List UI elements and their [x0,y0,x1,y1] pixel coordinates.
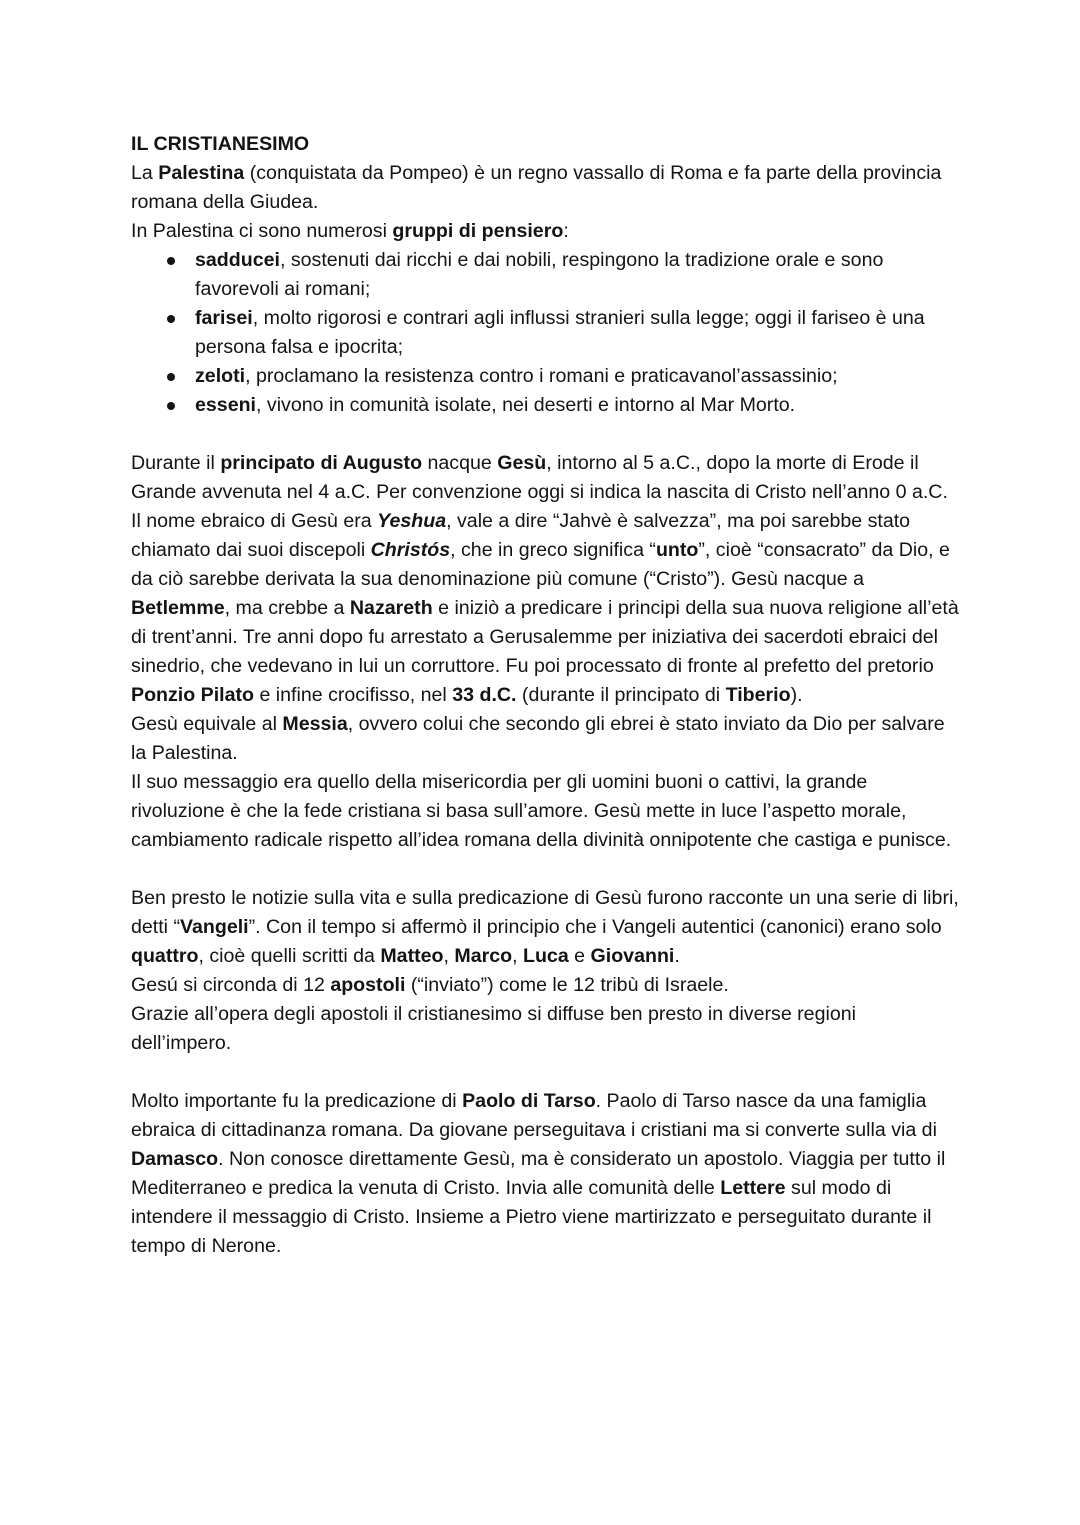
list-item [131,362,961,391]
emphasized-text: Matteo [380,945,444,967]
text-run: ”. Con il tempo si affermò il principio che i Vangeli autentici (canonici) erano solo [248,916,942,938]
text-run: (durante il principato di [516,684,726,706]
text-run: Il suo messaggio era quello della misericordia per gli uomini buoni o cattivi, la grande rivoluzione è che la fede cristiana si basa sull’amore. Gesù mette in luce l’aspetto morale, cambiamento radicale rispetto all’idea romana della divinità onnipotente che castiga e punisce. [131,771,952,851]
emphasized-text: Christós [370,539,451,561]
group-name: esseni [195,394,257,416]
emphasized-text: Luca [523,945,569,967]
text-run: Ben presto le notizie sulla vita e sulla predicazione di Gesù furono racconte un una serie di libri, detti “ [131,887,959,938]
bullet-icon [167,373,175,381]
thought-groups-list [131,246,961,420]
text-run: e infine crocifisso, nel [254,684,453,706]
text-run: . Non conosce direttamente Gesù, ma è considerato un apostolo. Viaggia per tutto il Mediterraneo e predica la venuta di Cristo. Invia alle comunità delle [131,1148,946,1199]
text-run: nacque [422,452,498,474]
list-item [131,391,961,420]
text-run: (“inviato”) come le 12 tribù di Israele. [405,974,729,996]
message-paragraph [131,768,961,855]
text-run: La [131,162,159,184]
emphasized-text: gruppi di pensiero [392,220,564,242]
text-run: In Palestina ci sono numerosi [131,220,393,242]
emphasized-text: Messia [282,713,348,735]
text-run: , ovvero colui che secondo gli ebrei è stato inviato da Dio per salvare la Palestina. [131,713,945,764]
text-run: Grazie all’opera degli apostoli il cristianesimo si diffuse ben presto in diverse regioni dell’impero. [131,1003,856,1054]
group-name: zeloti [195,365,246,387]
text-run: (conquistata da Pompeo) è un regno vassallo di Roma e fa parte della provincia romana della Giudea. [131,162,942,213]
text-run: . Paolo di Tarso nasce da una famiglia ebraica di cittadinanza romana. Da giovane perseguitava i cristiani ma si converte sulla via di [131,1090,937,1141]
emphasized-text: Palestina [158,162,245,184]
emphasized-text: Ponzio Pilato [131,684,255,706]
group-description: , molto rigorosi e contrari agli influssi stranieri sulla legge; oggi il fariseo è una persona falsa e ipocrita; [195,307,925,358]
emphasized-text: Tiberio [725,684,791,706]
bullet-icon [167,402,175,410]
emphasized-text: Yeshua [377,510,447,532]
text-run: , vale a dire “Jahvè è salvezza”, ma poi sarebbe stato chiamato dai suoi discepoli [131,510,911,561]
emphasized-text: unto [655,539,699,561]
emphasized-text: Marco [454,945,513,967]
emphasized-text: apostoli [330,974,406,996]
text-run: , ma crebbe a [224,597,350,619]
group-name: sadducei [195,249,280,271]
text-run: , intorno al 5 a.C., dopo la morte di Erode il Grande avvenuta nel 4 a.C. Per convenzione oggi si indica la nascita di Cristo nell’anno 0 a.C. [131,452,948,503]
text-run: , cioè quelli scritti da [198,945,381,967]
text-run: Il nome ebraico di Gesù era [131,510,378,532]
emphasized-text: Paolo di Tarso [462,1090,596,1112]
emphasized-text: Vangeli [180,916,249,938]
emphasized-text: 33 d.C. [452,684,517,706]
group-description: , sostenuti dai ricchi e dai nobili, respingono la tradizione orale e sono favorevoli ai romani; [195,249,884,300]
paul-paragraph [131,1087,961,1261]
text-run: ”, cioè “consacrato” da Dio, e da ciò sarebbe derivata la sua denominazione più comune (“Cristo”). Gesù nacque a [131,539,950,590]
text-run: Gesú si circonda di 12 [131,974,331,996]
text-run: e iniziò a predicare i principi della sua nuova religione all’età di trent’anni. Tre anni dopo fu arrestato a Gerusalemme per iniziativa dei sacerdoti ebraici del sinedrio, che vedevano in lui un corruttore. Fu poi processato di fronte al prefetto del pretorio [131,597,959,677]
group-description: , vivono in comunità isolate, nei deserti e intorno al Mar Morto. [256,394,796,416]
text-run: Durante il [131,452,221,474]
intro-paragraph [131,159,961,217]
text-run: sul modo di intendere il messaggio di Cristo. Insieme a Pietro viene martirizzato e perseguitato durante il tempo di Nerone. [131,1177,932,1257]
messiah-paragraph [131,710,961,768]
text-run: : [563,220,569,242]
text-run: , che in greco significa “ [450,539,656,561]
text-run: . [674,945,680,967]
list-item [131,246,961,304]
apostles-paragraph [131,971,961,1000]
emphasized-text: Damasco [131,1148,219,1170]
groups-intro-paragraph [131,217,961,246]
paragraph-spacer [131,855,961,884]
list-item [131,304,961,362]
emphasized-text: Giovanni [590,945,675,967]
group-description: , proclamano la resistenza contro i romani e praticavanol’assassinio; [245,365,838,387]
text-run: , [512,945,523,967]
gospels-paragraph [131,884,961,971]
emphasized-text: principato di Augusto [220,452,423,474]
group-name: farisei [195,307,253,329]
document-page [131,130,961,1261]
text-run: Gesù equivale al [131,713,283,735]
emphasized-text: quattro [131,945,199,967]
bullet-icon [167,315,175,323]
paragraph-spacer [131,1058,961,1087]
bullet-icon [167,257,175,265]
text-run: e [568,945,591,967]
emphasized-text: Nazareth [349,597,433,619]
spread-paragraph [131,1000,961,1058]
jesus-name-paragraph [131,507,961,710]
emphasized-text: Lettere [720,1177,786,1199]
jesus-birth-paragraph [131,449,961,507]
text-run: , [443,945,455,967]
text-run: ). [790,684,803,706]
paragraph-spacer [131,420,961,449]
emphasized-text: Gesù [497,452,547,474]
text-run: Molto importante fu la predicazione di [131,1090,463,1112]
emphasized-text: Betlemme [131,597,225,619]
document-title: IL CRISTIANESIMO [131,133,310,155]
